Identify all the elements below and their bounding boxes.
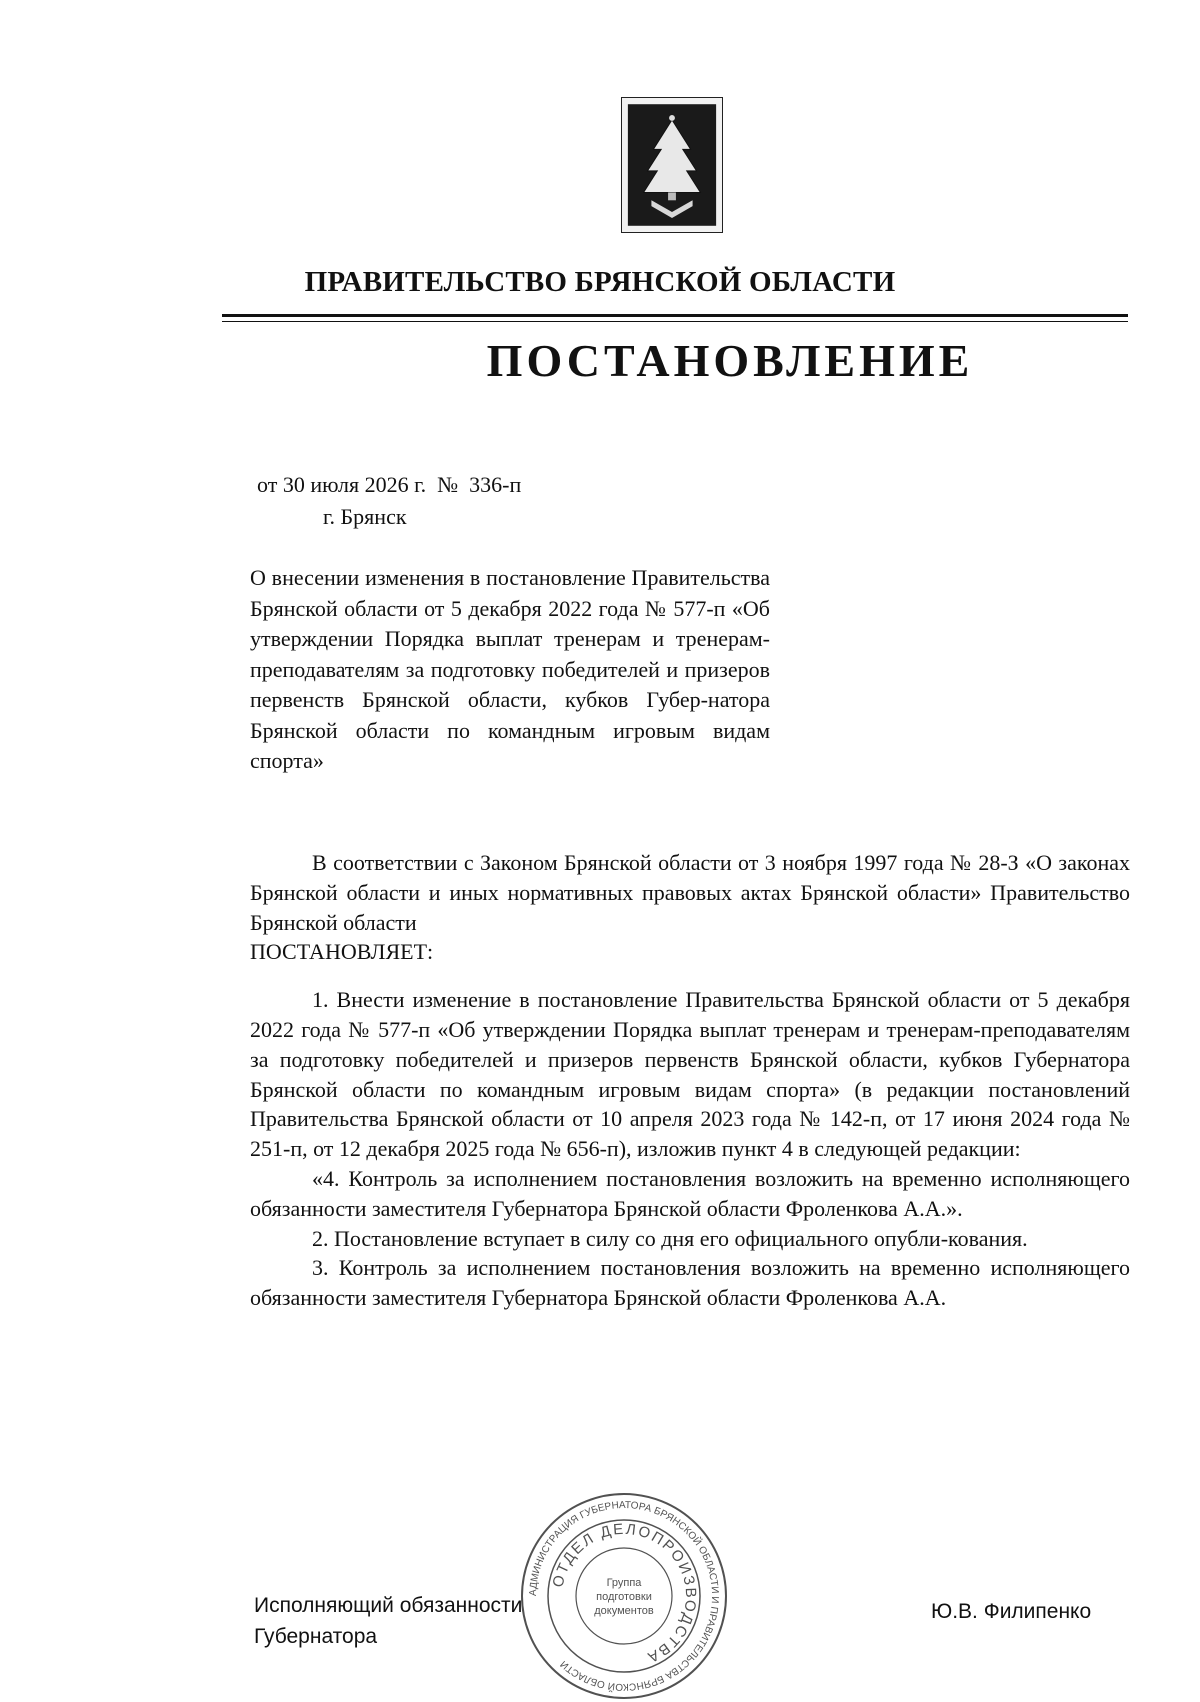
item-3-paragraph: 3. Контроль за исполнением постановления возложить на временно исполняющего обязанности заместителя Губернатора Брянской области Фроленкова А.А. bbox=[250, 1255, 1130, 1311]
seal-outer-text: АДМИНИСТРАЦИЯ ГУБЕРНАТОРА БРЯНСКОЙ ОБЛАСТИ И ПРАВИТЕЛЬСТВА БРЯНСКОЙ ОБЛАСТИ bbox=[527, 1499, 721, 1693]
seal-ring-text: ОТДЕЛ ДЕЛОПРОИЗВОДСТВА bbox=[549, 1520, 700, 1667]
header-rule-thick bbox=[222, 314, 1128, 317]
signatory-position bbox=[254, 1590, 522, 1652]
signatory-position-line2: Губернатора bbox=[254, 1625, 378, 1648]
coat-of-arms-emblem bbox=[621, 97, 723, 233]
organization-title: ПРАВИТЕЛЬСТВО БРЯНСКОЙ ОБЛАСТИ bbox=[304, 266, 896, 298]
seal-center-line3: документов bbox=[594, 1605, 654, 1617]
resolves-keyword: ПОСТАНОВЛЯЕТ: bbox=[250, 939, 434, 965]
signatory-name: Ю.В. Филипенко bbox=[931, 1600, 1092, 1623]
item-1-paragraph: 1. Внести изменение в постановление Правительства Брянской области от 5 декабря 2022 года № 577-п «Об утверждении Порядка выплат тренерам и тренерам-преподавателям за подготовку победителей и призеров первенств Брянской области, кубков Губернатора Брянской области по командным игровым видам спорта» (в редакции постановлений Правительства Брянской области от 10 апреля 2023 года № 142-п, от 17 июня 2024 года № 251-п, от 12 декабря 2025 года № 656-п), изложив пункт 4 в следующей редакции: bbox=[250, 987, 1130, 1162]
official-stamp-seal bbox=[518, 1490, 730, 1702]
preamble-paragraph: В соответствии с Законом Брянской области от 3 ноября 1997 года № 28-З «О законах Брянской области и иных нормативных правовых актах Брянской области» Правительство Брянской области bbox=[250, 850, 1130, 935]
signatory-position-line1: Исполняющий обязанности bbox=[254, 1594, 523, 1617]
document-subject: О внесении изменения в постановление Правительства Брянской области от 5 декабря 2022 года № 577-п «Об утверждении Порядка выплат тренерам и тренерам-преподавателям за подготовку победителей и призеров первенств Брянской области, кубков Губер-натора Брянской области по командным игровым видам спорта» bbox=[250, 565, 770, 773]
seal-center-line1: Группа bbox=[606, 1577, 642, 1589]
city-line: г. Брянск bbox=[323, 504, 407, 529]
item-2-paragraph: 2. Постановление вступает в силу со дня его официального опубли-кования. bbox=[312, 1225, 1028, 1251]
document-type-title: ПОСТАНОВЛЕНИЕ bbox=[486, 335, 974, 386]
date-number-line: от 30 июля 2026 г. № 336-п bbox=[257, 472, 522, 497]
seal-center-line2: подготовки bbox=[596, 1591, 652, 1603]
item-1-quote-paragraph: «4. Контроль за исполнением постановления возложить на временно исполняющего обязанности заместителя Губернатора Брянской области Фроленкова А.А.». bbox=[250, 1165, 1130, 1221]
document-body bbox=[250, 848, 1130, 1313]
header-rule-thin bbox=[222, 321, 1128, 322]
